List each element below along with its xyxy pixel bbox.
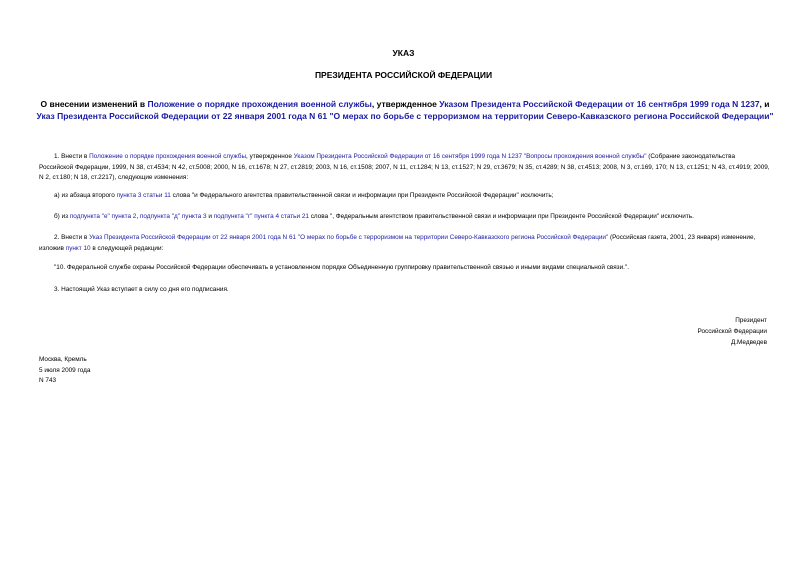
p2-link-decree-61[interactable]: Указ Президента Российской Федерации от 22 января 2001 года N 61 "О мерах по борьбе с терроризмом на территории Северо-Кавказского региона Российской Федерации" [89,234,609,241]
paragraph-b [54,212,770,223]
p1-text-3: (Собрание законодательства Российской Федерации, 1999, N 38, ст.4534; N 42, ст.5008; 2000, N 16, ст.1678; N 27, ст.2819; 2003, N 16, ст.1508; 2007, N 11, ст.1284; N 13, ст.1527; N 29, ст.3679; N 35, ст.4289; N 38, ст.4513; 2008, N 3, ст.169, 170; N 13, ст.1251; N 43, ст.4919; 2009, N 2, ст.180; N 18, ст.2217), следующие изменения: [39,153,770,181]
p2-text-2: (Российская газета, 2001, 23 января) изменение, изложив [39,234,756,252]
signature-position: Президент [735,317,767,324]
signature-block [567,315,767,348]
title-text-1: О внесении изменений в [40,99,148,109]
pa-text-2: слова "и Федерального агентства правительственной связи и информации при Президенте Российской Федерации" исключить; [170,192,554,199]
document-title [36,99,774,122]
pb-text-3: и [206,213,214,220]
p2-text-3: в следующей редакции: [90,244,164,252]
p1-link-regulation[interactable]: Положение о порядке прохождения военной службы [89,153,247,160]
signature-country: Российской Федерации [697,328,767,335]
title-link-regulation[interactable]: Положение о порядке прохождения военной службы [147,99,372,109]
place-date-block [39,355,90,387]
decree-number: N 743 [39,377,57,384]
pa-text-1: а) из абзаца второго [54,192,117,199]
signing-place: Москва, Кремль [39,356,87,363]
title-link-decree-1237[interactable]: Указом Президента Российской Федерации от 16 сентября 1999 года N 1237 [439,99,760,109]
pb-text-4: слова ", Федеральным агентством правительственной связи и информации при Президенте Российской Федерации" исключить. [308,213,694,220]
pb-link-subpoint-d[interactable]: подпункта "д" пункта 3 [139,213,207,220]
decree-heading: УКАЗ [392,48,415,58]
pb-text-1: б) из [54,213,70,220]
pb-link-subpoint-e[interactable]: подпункта "е" пункта 2 [69,213,137,220]
quoted-text: "10. Федеральной службе охраны Российской Федерации обеспечивать в установленном порядке Объединенную группировку правительственной связью и иными видами специальной связи.". [54,264,629,271]
paragraph-1 [39,152,770,184]
pb-text-2: , [136,213,140,220]
paragraph-3: 3. Настоящий Указ вступает в силу со дня его подписания. [54,286,229,293]
p2-link-point-10[interactable]: пункт 10 [65,244,91,252]
pb-link-subpoint-g[interactable]: подпункта "г" пункта 4 статьи 21 [213,213,309,220]
signature-name: Д.Медведев [730,339,767,346]
paragraph-2 [39,233,770,254]
p1-text-2: , утвержденное [246,153,294,160]
signing-date: 5 июля 2009 года [39,366,91,374]
title-text-3: , и [759,99,770,109]
title-text-2: , утвержденное [371,99,440,109]
p2-text-1: 2. Внести в [54,234,90,241]
title-link-decree-61[interactable]: Указ Президента Российской Федерации от 22 января 2001 года N 61 "О мерах по борьбе с терроризмом на территории Северо-Кавказского региона Российской Федерации" [36,110,774,121]
pa-link-article-11[interactable]: пункта 3 статьи 11 [116,192,171,199]
decree-subheading: ПРЕЗИДЕНТА РОССИЙСКОЙ ФЕДЕРАЦИИ [314,70,493,80]
p1-text-1: 1. Внести в [54,153,90,160]
paragraph-a [54,191,770,202]
p1-link-decree-1237[interactable]: Указом Президента Российской Федерации от 16 сентября 1999 года N 1237 "Вопросы прохождения военной службы" [293,153,647,160]
